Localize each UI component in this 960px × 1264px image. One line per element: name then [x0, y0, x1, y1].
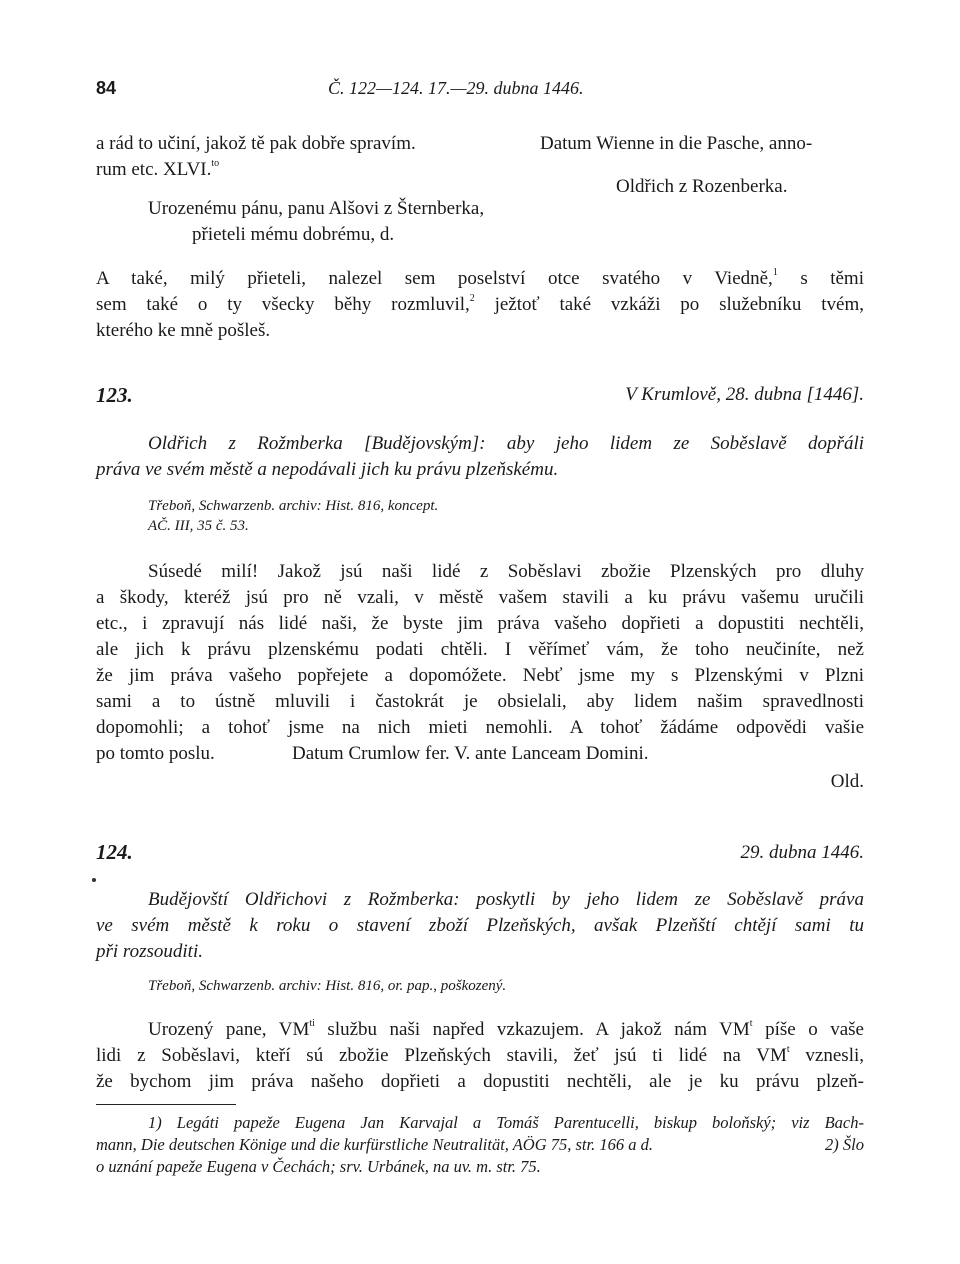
- address-line: Urozenému pánu, panu Alšovi z Šternberka,: [148, 198, 485, 219]
- body-line: ale jich k právu plzenskému podati chtěli. I věřímeť vám, že toho neučiníte, než: [96, 639, 864, 660]
- body-line: že bychom jim práva našeho dopřieti a dopustiti nechtěli, ale je ku právu plzeň-: [96, 1071, 864, 1092]
- body-line: lidi z Soběslavi, kteří sú zbožie Plzeňských stavili, žeť jsú ti lidé na $VM^t$ vznesli,: [96, 1043, 864, 1066]
- document-number: 124.: [96, 840, 133, 864]
- postscript-line: sem také o ty všecky běhy rozmluvil,$^2$ ježtoť také vzkáži po služebníku tvém,: [96, 292, 864, 315]
- signature: Old.: [830, 771, 864, 792]
- body-line: dopomohli; a tohoť jsme na nich mieti nemohli. A tohoť žádáme odpovědi vašie: [96, 717, 864, 738]
- body-line: sami a to ústně mluvili i častokrát je obsielali, aby lidem našim spravedlnosti: [96, 691, 864, 712]
- running-title: Č. 122—124. 17.—29. dubna 1446.: [328, 78, 584, 98]
- footnote-ref: 1: [772, 266, 778, 278]
- document-summary: Budějovští Oldřichovi z Rožmberka: poskytli by jeho lidem ze Soběslavě práva: [148, 889, 864, 910]
- body-line: a škody, kteréž jsú pro ně vzali, v městě vašem stavili a ku právu vašemu uručili: [96, 587, 864, 608]
- body-line: Urozený pane, $VM^{ti}$ službu naši napřed vzkazujem. A jakož nám $VM^t$ píše o vaše: [148, 1017, 864, 1040]
- footnote-ref: 2: [469, 292, 475, 304]
- footnote-line: o uznání papeže Eugena v Čechách; srv. Urbánek, na uv. m. str. 75.: [96, 1157, 541, 1176]
- ink-speck: [92, 878, 96, 882]
- dating-clause: Datum Crumlow fer. V. ante Lanceam Domini.: [292, 743, 649, 764]
- ordinal-superscript: to: [211, 157, 220, 169]
- year-text: rum etc. XLVI.: [96, 159, 212, 180]
- footnote-line: 1) Legáti papeže Eugena Jan Karvajal a Tomáš Parentucelli, biskup boloňský; viz Bach-: [148, 1113, 864, 1132]
- body-line: etc., i zpravují nás lidé naši, že byste jim práva vašeho dopřieti a dopustiti nechtěli,: [96, 613, 864, 634]
- document-date: 29. dubna 1446.: [740, 842, 864, 863]
- document-place-date: V Krumlově, 28. dubna [1446].: [625, 384, 864, 405]
- body-line: že jim práva vašeho popřejete a dopomóžete. Nebť jsme my s Plzenskými v Plzni: [96, 665, 864, 686]
- document-summary: práva ve svém městě a nepodávali jich ku právu plzeňskému.: [96, 459, 559, 480]
- page-number: 84: [96, 78, 117, 98]
- body-line: po tomto poslu.: [96, 743, 215, 764]
- body-line: Súsedé milí! Jakož jsú naši lidé z Soběslavi zbožie Plzenských pro dluhy: [148, 561, 864, 582]
- dating-clause-continued: [96, 157, 219, 183]
- document-number: 123.: [96, 383, 133, 407]
- document-summary: při rozsouditi.: [96, 941, 203, 962]
- letter-closing-line: a rád to učiní, jakož tě pak dobře spravím.: [96, 133, 416, 154]
- address-line: přieteli mému dobrému, d.: [192, 224, 395, 245]
- source-citation: Třeboň, Schwarzenb. archiv: Hist. 816, or. pap., poškozený.: [148, 978, 507, 994]
- source-citation: AČ. III, 35 č. 53.: [148, 518, 249, 534]
- source-citation: Třeboň, Schwarzenb. archiv: Hist. 816, koncept.: [148, 498, 439, 514]
- footnote-line: mann, Die deutschen Könige und die kurfürstliche Neutralität, AÖG 75, str. 166 a d.: [96, 1135, 653, 1154]
- document-summary: ve svém městě k roku o stavení zboží Plzeňských, avšak Plzeňští chtějí sami tu: [96, 915, 864, 936]
- signature: Oldřich z Rozenberka.: [616, 176, 788, 197]
- postscript-line: kterého ke mně pošleš.: [96, 320, 271, 341]
- postscript-line: A také, milý přieteli, nalezel sem poselství otce svatého v Viedně,$^1$ s těmi: [96, 266, 864, 289]
- dating-clause: Datum Wienne in die Pasche, anno-: [540, 133, 813, 154]
- footnote-line: 2) Šlo: [825, 1135, 864, 1154]
- document-summary: Oldřich z Rožmberka [Budějovským]: aby jeho lidem ze Soběslavě dopřáli: [148, 433, 864, 454]
- footnote-separator: [96, 1104, 236, 1105]
